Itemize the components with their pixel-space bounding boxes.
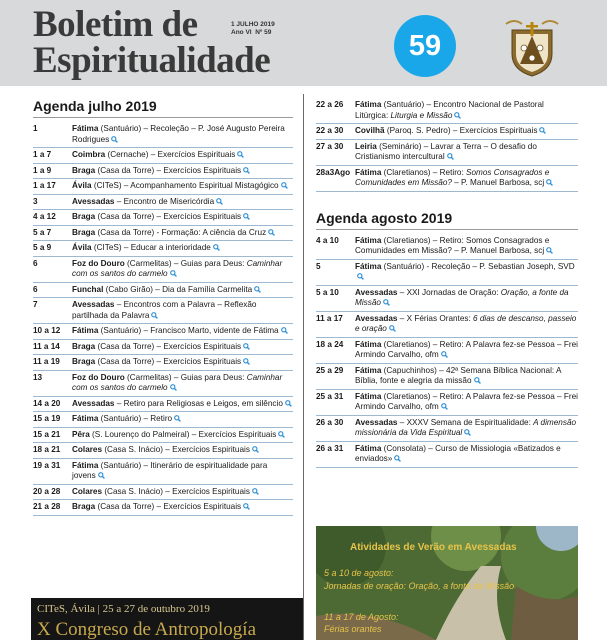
magnifier-link-icon[interactable] <box>170 384 177 391</box>
magnifier-link-icon[interactable] <box>243 167 250 174</box>
entry-date: 5 a 9 <box>33 243 52 252</box>
entry-detail: (Carmelitas) – Guias para Deus: <box>124 258 247 268</box>
entry-date: 21 a 28 <box>33 502 61 511</box>
magnifier-link-icon[interactable] <box>98 472 105 479</box>
issue-number-badge: 59 <box>394 15 456 77</box>
entry-detail: (Santuário) – Retiro <box>98 414 173 423</box>
entry-description <box>355 168 578 189</box>
entry-detail: (Santuário) - Recoleção – P. Sebastian Joseph, SVD <box>381 261 575 271</box>
entry-place: Fátima <box>355 235 382 245</box>
magnifier-link-icon[interactable] <box>474 377 481 384</box>
magnifier-link-icon[interactable] <box>285 400 292 407</box>
entry-place: Leiria <box>355 141 377 151</box>
congress-banner-line1: CITeS, Ávila | 25 a 27 de outubro 2019 <box>37 603 210 615</box>
entry-theme: Somos Consagrados e Comunidades em Missão? <box>355 167 550 187</box>
agenda-julho-list <box>33 122 293 516</box>
entry-place: Fátima <box>355 339 382 349</box>
summer-banner-line3: 11 a 17 de Agosto: <box>324 612 399 622</box>
entry-place: Avessadas <box>72 196 115 206</box>
magnifier-link-icon[interactable] <box>268 229 275 236</box>
magnifier-link-icon[interactable] <box>237 151 244 158</box>
entry-place: Braga <box>72 341 96 351</box>
entry-place: Coimbra <box>72 150 106 159</box>
entry-date: 14 a 20 <box>33 398 61 408</box>
entry-place: Avessadas <box>355 313 398 323</box>
agenda-julho-cont-list <box>316 98 578 192</box>
entry-detail: (Cabo Girão) – Dia da Família Carmelita <box>103 284 253 294</box>
entry-place: Fátima <box>72 326 99 335</box>
agenda-entry <box>33 397 293 413</box>
entry-description <box>72 150 293 161</box>
agenda-entry <box>33 148 293 164</box>
agenda-entry <box>33 485 293 501</box>
issue-date: 1 JULHO 2019 <box>231 21 275 28</box>
agenda-entry <box>316 338 578 364</box>
summer-banner-line2: Jornadas de oração: Oração, a fonte da Missão <box>324 581 515 591</box>
entry-date: 27 a 30 <box>316 141 344 151</box>
carmelite-crest-icon <box>500 14 564 80</box>
entry-date: 19 a 31 <box>33 460 61 470</box>
entry-description <box>72 197 293 208</box>
entry-place: Pêra <box>72 429 90 439</box>
summer-banner-title: Atividades de Verão em Avessadas <box>350 542 517 553</box>
agenda-entry <box>33 210 293 226</box>
entry-place: Fátima <box>355 100 382 109</box>
entry-date: 6 <box>33 284 38 294</box>
magnifier-link-icon[interactable] <box>243 503 250 510</box>
entry-description <box>72 166 293 177</box>
agenda-agosto-list <box>316 234 578 468</box>
magnifier-link-icon[interactable] <box>389 325 396 332</box>
agenda-entry <box>33 298 293 324</box>
entry-date: 11 a 17 <box>316 313 343 323</box>
magnifier-link-icon[interactable] <box>546 179 553 186</box>
agenda-entry <box>316 364 578 390</box>
agenda-entry <box>33 459 293 485</box>
entry-description <box>72 326 293 337</box>
entry-description <box>72 445 293 456</box>
agenda-entry <box>33 355 293 371</box>
agenda-entry <box>316 124 578 140</box>
agenda-entry <box>33 500 293 516</box>
entry-place: Avessadas <box>72 398 115 408</box>
entry-description <box>72 399 293 410</box>
entry-place: Ávila <box>72 243 92 252</box>
entry-detail: (Capuchinhos) – 42ª Semana Bíblica Nacional: A Bíblia, fonte e alegria da missão <box>355 365 562 385</box>
magnifier-link-icon[interactable] <box>281 182 288 189</box>
entry-place: Avessadas <box>355 417 398 427</box>
agenda-julho-title: Agenda julho 2019 <box>33 98 293 118</box>
entry-date: 13 <box>33 372 43 382</box>
magnifier-link-icon[interactable] <box>441 351 448 358</box>
entry-place: Braga <box>72 227 96 237</box>
entry-detail: – XXXV Semana de Espiritualidade: <box>397 417 534 427</box>
entry-detail: (Casa da Torre) – Exercícios Espirituais <box>95 502 242 511</box>
magnifier-link-icon[interactable] <box>151 312 158 319</box>
magnifier-link-icon[interactable] <box>281 327 288 334</box>
entry-date: 15 a 19 <box>33 414 61 423</box>
agenda-entry <box>33 241 293 257</box>
entry-theme: Oração, a fonte da Missão <box>355 287 569 307</box>
entry-date: 22 a 30 <box>316 126 344 135</box>
agenda-entry <box>33 412 293 428</box>
entry-detail: (Claretianos) – Retiro: <box>381 167 467 177</box>
entry-detail: (Claretianos) – Retiro: A Palavra fez-se Pessoa – Frei Armindo Carvalho, ofm <box>355 339 578 359</box>
entry-detail: (Seminário) – Lavrar a Terra – O desafio do Cristianismo intercultural <box>355 141 537 161</box>
entry-description <box>72 243 293 254</box>
entry-date: 11 a 14 <box>33 341 60 351</box>
agenda-agosto-title: Agenda agosto 2019 <box>316 210 578 230</box>
agenda-julho-section <box>33 98 293 516</box>
entry-description <box>355 126 578 137</box>
entry-date: 15 a 21 <box>33 429 61 439</box>
entry-date: 25 a 31 <box>316 391 344 401</box>
entry-description <box>72 259 293 280</box>
entry-date: 1 a 7 <box>33 150 52 159</box>
entry-description <box>355 314 578 335</box>
agenda-entry <box>33 164 293 180</box>
entry-date: 20 a 28 <box>33 486 61 496</box>
entry-description <box>72 181 293 192</box>
agenda-entry <box>316 234 578 260</box>
entry-description <box>72 430 293 441</box>
entry-detail: (Santuário) – Francisco Marto, vidente de Fátima <box>98 326 279 335</box>
entry-date: 25 a 29 <box>316 365 344 375</box>
entry-description <box>355 142 578 163</box>
entry-description <box>355 340 578 361</box>
entry-detail: (Casa da Torre) – Exercícios Espirituais <box>95 165 242 175</box>
entry-detail: (CITeS) – Acompanhamento Espiritual Mistagógico <box>91 181 279 190</box>
agenda-entry <box>33 122 293 148</box>
entry-date: 22 a 26 <box>316 100 344 109</box>
summer-banner-line4: Férias orantes <box>324 624 382 634</box>
agenda-entry <box>316 416 578 442</box>
entry-place: Fátima <box>355 391 382 401</box>
entry-description <box>72 414 293 425</box>
entry-place: Fátima <box>72 460 99 470</box>
magnifier-link-icon[interactable] <box>454 112 461 119</box>
entry-detail: (Casa da Torre) – Exercícios Espirituais <box>95 341 242 351</box>
entry-date: 1 a 17 <box>33 181 56 190</box>
entry-place: Braga <box>72 165 96 175</box>
entry-detail: (Santuário) – Itinerário de espiritualidade para jovens <box>72 460 268 480</box>
agenda-entry <box>33 324 293 340</box>
entry-place: Colares <box>72 445 103 454</box>
entry-date: 7 <box>33 300 38 309</box>
entry-date: 18 a 24 <box>316 339 344 349</box>
entry-theme: A dimensão missionária da Vida Espiritual <box>355 417 577 437</box>
entry-description <box>72 373 293 394</box>
entry-description <box>72 357 293 368</box>
entry-place: Braga <box>72 357 96 366</box>
issue-volume: Ano VI Nº 59 <box>231 29 272 36</box>
magnifier-link-icon[interactable] <box>252 488 259 495</box>
entry-place: Ávila <box>72 181 92 190</box>
entry-detail: (Santuário) – Recoleção – P. José Augusto Pereira Rodrigues <box>72 124 285 144</box>
header <box>0 0 607 86</box>
magnifier-link-icon[interactable] <box>170 270 177 277</box>
entry-date: 10 a 12 <box>33 326 61 335</box>
entry-detail: (Carmelitas) – Guias para Deus: <box>124 372 247 382</box>
entry-date: 18 a 21 <box>33 445 61 454</box>
entry-place: Covilhã <box>355 126 385 135</box>
magnifier-link-icon[interactable] <box>213 244 220 251</box>
entry-description <box>72 228 293 239</box>
entry-detail: (Santuário) – Encontro Nacional de Pastoral Litúrgica: <box>355 100 544 120</box>
magnifier-link-icon[interactable] <box>174 415 181 422</box>
entry-description <box>355 444 578 465</box>
entry-place: Fátima <box>355 443 382 453</box>
entry-description <box>355 418 578 439</box>
entry-description <box>355 288 578 309</box>
entry-description <box>355 366 578 387</box>
magnifier-link-icon[interactable] <box>394 455 401 462</box>
agenda-entry <box>316 98 578 124</box>
entry-theme: Liturgia e Missão <box>390 110 453 120</box>
entry-place: Fátima <box>355 365 382 375</box>
entry-description <box>355 100 578 121</box>
entry-date: 4 a 12 <box>33 212 56 221</box>
entry-place: Foz do Douro <box>72 372 125 382</box>
entry-detail: – XXI Jornadas de Oração: <box>397 287 501 297</box>
masthead-title <box>33 6 270 79</box>
entry-theme: Caminhar com os santos do carmelo <box>72 258 283 278</box>
entry-place: Braga <box>72 502 96 511</box>
agenda-entry <box>33 283 293 299</box>
entry-place: Foz do Douro <box>72 258 125 268</box>
agenda-right-column <box>316 98 578 468</box>
issue-info <box>231 21 275 37</box>
entry-description <box>72 502 293 513</box>
magnifier-link-icon[interactable] <box>546 247 553 254</box>
entry-detail: (Casa S. Inácio) – Exercícios Espirituais <box>102 445 250 454</box>
entry-detail: (CITeS) – Educar a interioridade <box>91 243 211 252</box>
entry-description <box>72 212 293 223</box>
agenda-entry <box>33 443 293 459</box>
agenda-entry <box>33 340 293 356</box>
entry-date: 4 a 10 <box>316 235 339 245</box>
agenda-entry <box>33 179 293 195</box>
agenda-entry <box>316 312 578 338</box>
magnifier-link-icon[interactable] <box>254 286 261 293</box>
entry-detail: (Consolata) – Curso de Missiologia «Batizados e enviados» <box>355 443 561 463</box>
entry-date: 6 <box>33 258 38 268</box>
magnifier-link-icon[interactable] <box>252 446 259 453</box>
entry-detail: – Retiro para Religiosas e Leigos, em silêncio <box>114 398 283 408</box>
entry-description <box>72 487 293 498</box>
entry-theme: Caminhar com os santos do carmelo <box>72 372 283 392</box>
entry-description <box>72 342 293 353</box>
entry-detail: (Casa S. Inácio) – Exercícios Espirituais <box>102 486 250 496</box>
column-divider <box>303 94 304 640</box>
entry-detail: – X Férias Orantes: <box>397 313 474 323</box>
entry-detail: (Cernache) – Exercícios Espirituais <box>105 150 236 159</box>
congress-banner-line2: X Congreso de Antropología <box>37 619 257 640</box>
agenda-entry <box>33 371 293 397</box>
title-line-2: Espiritualidade <box>33 40 271 81</box>
entry-place: Avessadas <box>355 287 398 297</box>
entry-place: Funchal <box>72 284 104 294</box>
entry-detail: (Claretianos) – Retiro: Somos Consagrados e Comunidades em Missão? – P. Manuel Barbosa, scj <box>355 235 550 255</box>
magnifier-link-icon[interactable] <box>447 153 454 160</box>
entry-description <box>355 392 578 413</box>
agenda-entry <box>316 442 578 468</box>
entry-date: 5 <box>316 261 321 271</box>
entry-detail: – Encontro de Misericórdia <box>114 196 215 206</box>
entry-description <box>72 461 293 482</box>
entry-detail: – Encontros com a Palavra – Reflexão partilhada da Palavra <box>72 300 257 320</box>
entry-date: 11 a 19 <box>33 357 60 366</box>
agenda-entry <box>316 286 578 312</box>
entry-detail: (Casa da Torre) - Formação: A ciência da Cruz <box>95 227 267 237</box>
entry-date: 28a3Ago <box>316 167 351 177</box>
agenda-entry <box>33 195 293 211</box>
entry-date: 1 <box>33 124 38 133</box>
agenda-entry <box>33 226 293 242</box>
entry-date: 26 a 31 <box>316 443 344 453</box>
agenda-entry <box>316 166 578 192</box>
congress-banner[interactable] <box>31 598 303 640</box>
entry-detail: (Claretianos) – Retiro: A Palavra fez-se Pessoa – Frei Armindo Carvalho, ofm <box>355 391 578 411</box>
entry-detail: (Casa da Torre) – Exercícios Espirituais <box>95 212 242 221</box>
entry-detail: (Casa da Torre) – Exercícios Espirituais <box>95 357 242 366</box>
entry-place: Avessadas <box>72 300 115 309</box>
magnifier-link-icon[interactable] <box>216 198 223 205</box>
magnifier-link-icon[interactable] <box>243 213 250 220</box>
entry-date: 26 a 30 <box>316 417 344 427</box>
entry-theme: 6 dias de descanso, passeio e oração <box>355 313 577 333</box>
agenda-entry <box>33 428 293 444</box>
agenda-entry <box>316 140 578 166</box>
summer-activities-banner[interactable] <box>316 526 578 640</box>
entry-description <box>72 285 293 296</box>
entry-date: 3 <box>33 196 38 206</box>
magnifier-link-icon[interactable] <box>243 343 250 350</box>
agenda-entry <box>316 260 578 286</box>
entry-place: Colares <box>72 486 103 496</box>
entry-detail: (Paroq. S. Pedro) – Exercícios Espirituais <box>384 126 538 135</box>
magnifier-link-icon[interactable] <box>441 403 448 410</box>
entry-date: 1 a 9 <box>33 165 52 175</box>
entry-place: Fátima <box>355 167 382 177</box>
entry-place: Fátima <box>72 124 99 133</box>
entry-place: Fátima <box>72 414 99 423</box>
magnifier-link-icon[interactable] <box>111 136 118 143</box>
entry-description <box>355 236 578 257</box>
magnifier-link-icon[interactable] <box>243 358 250 365</box>
entry-place: Braga <box>72 212 96 221</box>
entry-detail-2: – P. Manuel Barbosa, scj <box>451 178 545 187</box>
entry-place: Fátima <box>355 261 382 271</box>
entry-description <box>72 300 293 321</box>
entry-description <box>355 262 578 283</box>
entry-date: 5 a 7 <box>33 227 52 237</box>
summer-banner-line1: 5 a 10 de agosto: <box>324 568 394 578</box>
entry-date: 5 a 10 <box>316 287 339 297</box>
agenda-entry <box>33 257 293 283</box>
magnifier-link-icon[interactable] <box>357 273 364 280</box>
title-line-1: Boletim de <box>33 4 198 45</box>
magnifier-link-icon[interactable] <box>278 431 285 438</box>
magnifier-link-icon[interactable] <box>464 429 471 436</box>
magnifier-link-icon[interactable] <box>383 299 390 306</box>
entry-description <box>72 124 293 145</box>
entry-detail: (S. Lourenço do Palmeiral) – Exercícios Espirituais <box>89 429 277 439</box>
agenda-entry <box>316 390 578 416</box>
magnifier-link-icon[interactable] <box>539 127 546 134</box>
